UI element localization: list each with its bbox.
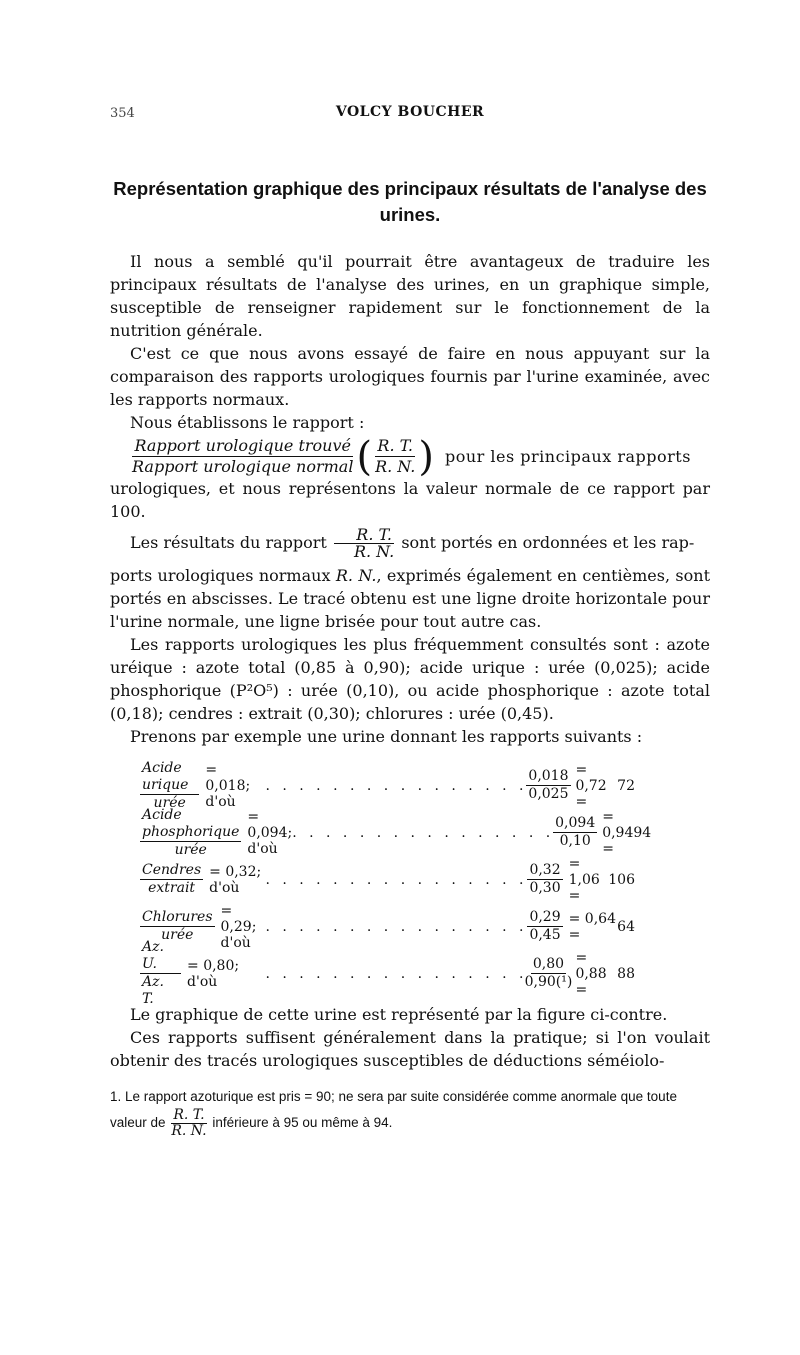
axes-cont-before: ports urologiques normaux [110,566,331,585]
ratio-lhs-den: urée [174,841,207,858]
ratio-rhs [524,949,635,998]
ratio-lhs-den: urée [161,927,194,943]
ratio-list [140,759,652,1007]
ratio-rhs-num: 0,018 [528,768,569,784]
page [110,98,710,1139]
ratio-result: = 0,88 = [575,949,607,998]
ratio-final: 88 [617,965,635,982]
ratio-lhs [140,862,265,897]
ratio-lhs-fraction [140,939,181,1008]
ratio-lhs-fraction [140,760,199,812]
ratio-rhs-fraction [527,862,562,897]
main-ratio-numerator: Rapport urologique trouvé [134,436,351,455]
ratio-rhs [527,909,635,944]
axes-ratio-den: R. N. [353,542,395,561]
main-ratio-abbr-numerator: R. T. [377,436,414,455]
running-head: VOLCY BOUCHER [335,104,485,120]
ratio-rhs-fraction [527,768,569,803]
ratio-rhs-den: 0,10 [559,833,591,849]
axes-text-b: sont portés en ordonnées et les rap- [401,533,695,552]
ratio-final: 72 [617,777,635,794]
ratio-lhs-den: urée [153,794,186,811]
leader-dots: . . . . . . . . . . . . . . . . [265,918,528,935]
ratio-rhs-num: 0,29 [529,909,561,925]
ratio-final: 64 [617,918,635,935]
ratio-lhs-num: Cendres [142,862,202,878]
footnote [110,1086,710,1139]
right-paren: ) [418,433,434,480]
paragraph-rapport-intro: Nous établissons le rapport : [130,413,365,432]
ratio-rhs [527,762,635,810]
footnote-frac-num: R. T. [173,1107,205,1123]
ratio-value: = 0,018; d'où [205,761,251,810]
paragraph-figure: Le graphique de cette urine est représenté par la figure ci-contre. [130,1005,668,1024]
axes-ratio-fraction [332,527,396,560]
ratio-lhs [140,760,265,812]
ratio-rhs [527,856,635,904]
ratio-rhs-den: 0,025 [528,786,569,802]
axes-cont-abbr: R. N. [335,566,377,585]
ratio-rhs-den: 0,90(¹) [524,974,573,990]
ratio-lhs-den: Az. T. [142,974,164,1007]
paragraph-representation: urologiques, et nous représentons la valeur normale de ce rapport par 100. [110,479,710,521]
ratio-rhs-fraction [524,956,573,991]
section-title: Représentation graphique des principaux résultats de l'analyse des urines. [113,178,707,225]
ratio-lhs-fraction [140,862,203,897]
ratio-rhs-num: 0,094 [555,815,596,831]
ratio-result: = 1,06 = [568,855,600,904]
paragraph-axes [110,527,710,560]
axes-text-a: Les résultats du rapport [130,533,327,552]
ratio-rhs-den: 0,30 [529,880,561,896]
ratio-value: = 0,29; d'où [220,902,257,951]
ratio-lhs-num: Chlorures [142,909,213,925]
footnote-text-b: inférieure à 95 ou même à 94. [212,1115,393,1131]
ratio-rhs-den: 0,45 [529,927,561,943]
paragraph-intro: Il nous a semblé qu'il pourrait être avantageux de traduire les principaux résultats de l'analyse des urines, en un graphique simple, susceptible de renseigner rapidement sur le fonctionnement de la nutrition générale. [110,252,710,340]
footnote-fraction [169,1108,208,1139]
axes-cont-after: , exprimés également en centièmes, sont portés en abscisses. Le tracé obtenu est une ligne droite horizontale pour l'urine normale, une ligne brisée pour tout autre cas. [110,566,711,631]
ratio-row [140,806,652,858]
ratio-result: = 0,72 = [575,761,607,810]
paragraph-method: C'est ce que nous avons essayé de faire en nous appuyant sur la comparaison des rapports urologiques fournis par l'urine examinée, avec les rapports normaux. [110,344,710,409]
ratio-lhs-num: Az. U. [140,939,181,974]
ratio-row [140,856,635,903]
main-ratio-tail: pour les principaux rapports [444,447,691,466]
ratio-rhs-num: 0,80 [532,956,565,972]
left-paren: ( [356,433,373,480]
ratio-rhs-fraction [527,909,562,944]
leader-dots: . . . . . . . . . . . . . . . . [292,824,555,841]
ratio-final: 94 [633,824,652,841]
paragraph-axes-cont [110,564,710,633]
ratio-lhs-den: extrait [148,880,196,896]
ratio-result: = 0,94 = [602,808,634,857]
leader-dots: . . . . . . . . . . . . . . . . [265,871,528,888]
ratio-value: = 0,32; d'où [209,863,262,896]
page-number: 354 [110,106,135,121]
ratio-rhs-num: 0,32 [529,862,561,878]
ratio-final: 106 [608,871,635,888]
footnote-frac-den: R. N. [171,1123,207,1139]
main-ratio-abbr-denominator: R. N. [375,457,416,476]
ratio-rhs [554,809,651,857]
ratio-lhs [140,807,292,859]
ratio-rhs-fraction [554,815,596,850]
ratio-row [140,939,635,1007]
axes-ratio-num: R. T. [334,527,394,544]
ratio-row [140,759,635,811]
paragraph-example-intro: Prenons par exemple une urine donnant les rapports suivants : [130,727,643,746]
paragraph-common-ratios: Les rapports urologiques les plus fréquemment consultés sont : azote uréique : azote total (0,85 à 0,90); acide urique : urée (0,025); acide phosphorique (P²O⁵) : urée (0,10), ou acide phosphorique : azote total (0,18); cendres : extrait (0,30); chlorures : urée (0,45). [110,635,710,723]
ratio-lhs-num: Acide urique [140,760,199,795]
ratio-lhs [140,939,265,1008]
ratio-value: = 0,094; d'où [247,808,293,857]
ratio-value: = 0,80; d'où [187,957,240,990]
main-ratio-formula [130,433,710,480]
paragraph-practice: Ces rapports suffisent généralement dans la pratique; si l'on voulait obtenir des tracés urologiques susceptibles de déductions séméiolo- [110,1028,710,1070]
page-header [110,98,710,124]
main-ratio-abbr-fraction [373,436,417,477]
footnote-text-a: 1. Le rapport azoturique est pris = 90; ne sera par suite considérée comme anormale que toute valeur de [110,1089,677,1131]
main-ratio-denominator: Rapport urologique normal [132,457,354,476]
ratio-lhs-fraction [140,807,241,859]
leader-dots: . . . . . . . . . . . . . . . . [265,777,528,794]
ratio-lhs-num: Acide phosphorique [142,806,240,840]
leader-dots: . . . . . . . . . . . . . . . . [265,965,528,982]
ratio-result: = 0,64 = [568,910,616,943]
main-ratio-fraction [130,436,355,477]
